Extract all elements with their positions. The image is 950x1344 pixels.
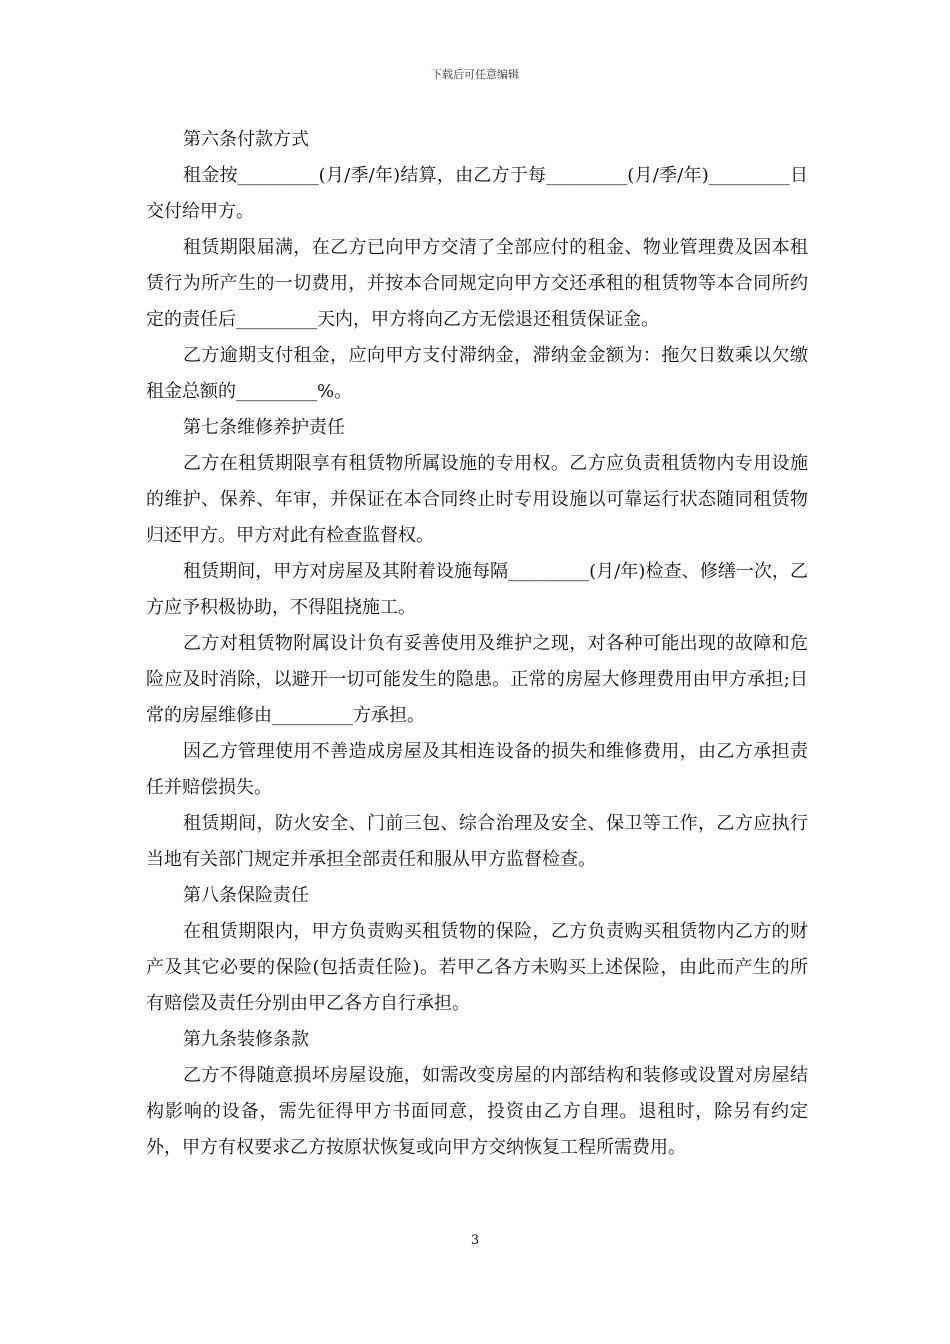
page-number: 3	[470, 1233, 480, 1248]
paragraph-insurance: 在租赁期限内，甲方负责购买租赁物的保险，乙方负责购买租赁物内乙方的财产及其它必要的保险(包括责任险)。若甲乙各方未购买上述保险，由此而产生的所有赔偿及责任分别由甲乙各方自行承担。	[146, 921, 808, 1014]
page-header: 下载后可任意编辑	[431, 68, 519, 81]
paragraph-inspection: 租赁期间，甲方对房屋及其附着设施每隔_________(月/年)检查、修缮一次，乙方应予积极协助，不得阻挠施工。	[146, 561, 808, 618]
paragraph-repair-duty: 乙方对租赁物附属设计负有妥善使用及维护之现，对各种可能出现的故障和危险应及时消除，以避开一切可能发生的隐患。正常的房屋大修理费用由甲方承担;日常的房屋维修由_________方承担。	[146, 633, 808, 726]
paragraph-rent-settlement: 租金按_________(月/季/年)结算，由乙方于每_________(月/季/年)_________日交付给甲方。	[146, 165, 808, 222]
section-heading-maintenance: 第七条维修养护责任	[183, 417, 345, 438]
paragraph-facility-rights: 乙方在租赁期限享有租赁物所属设施的专用权。乙方应负责租赁物内专用设施的维护、保养、年审，并保证在本合同终止时专用设施以可靠运行状态随同租赁物归还甲方。甲方对此有检查监督权。	[146, 453, 808, 546]
section-heading-insurance: 第八条保险责任	[183, 885, 309, 906]
section-heading-renovation: 第九条装修条款	[183, 1029, 309, 1050]
section-heading-payment: 第六条付款方式	[183, 129, 309, 150]
paragraph-renovation: 乙方不得随意损坏房屋设施，如需改变房屋的内部结构和装修或设置对房屋结构影响的设备，需先征得甲方书面同意，投资由乙方自理。退租时，除另有约定外，甲方有权要求乙方按原状恢复或向甲方交纳恢复工程所需费用。	[146, 1065, 808, 1158]
paragraph-deposit-refund: 租赁期限届满，在乙方已向甲方交清了全部应付的租金、物业管理费及因本租赁行为所产生的一切费用，并按本合同规定向甲方交还承租的租赁物等本合同所约定的责任后_________天内，甲方将向乙方无偿退还租赁保证金。	[146, 237, 808, 330]
paragraph-safety: 租赁期间，防火安全、门前三包、综合治理及安全、保卫等工作，乙方应执行当地有关部门规定并承担全部责任和服从甲方监督检查。	[146, 813, 808, 870]
paragraph-late-fee: 乙方逾期支付租金，应向甲方支付滞纳金，滞纳金金额为：拖欠日数乘以欠缴租金总额的_________%。	[146, 345, 808, 402]
paragraph-damage-liability: 因乙方管理使用不善造成房屋及其相连设备的损失和维修费用，由乙方承担责任并赔偿损失。	[146, 741, 808, 798]
document-body	[146, 122, 808, 1166]
